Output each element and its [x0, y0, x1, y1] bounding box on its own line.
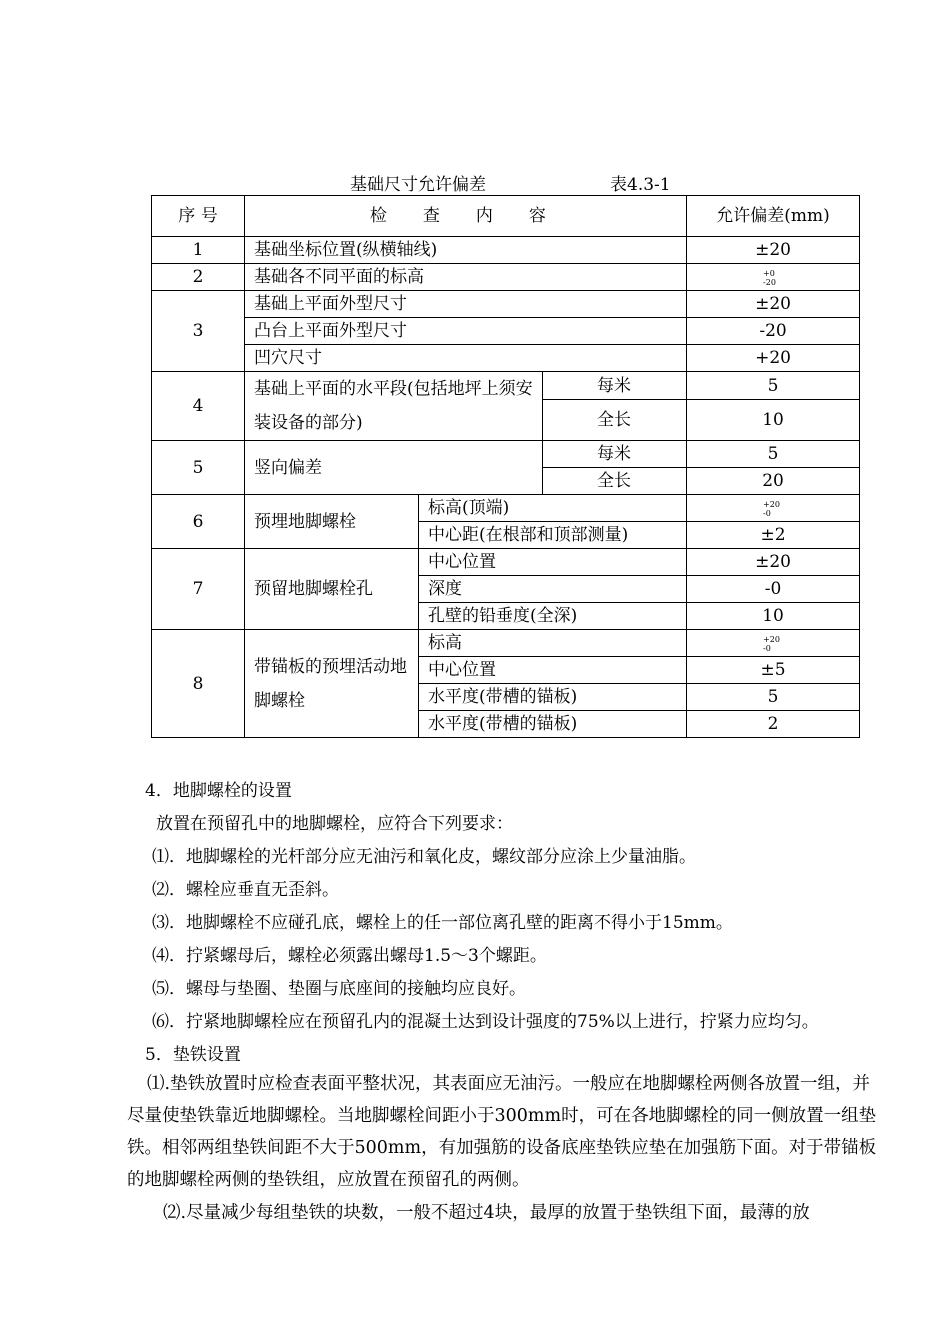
item-cell: 凸台上平面外型尺寸: [245, 318, 687, 345]
item-cell: 竖向偏差: [245, 441, 543, 495]
header-tolerance: 允许偏差(mm): [687, 196, 860, 237]
table-title: 基础尺寸允许偏差: [350, 175, 486, 195]
tolerance-cell: ±20: [687, 549, 860, 576]
tolerance-stack: [763, 267, 783, 289]
section-5-title: 5．垫铁设置: [145, 1045, 241, 1065]
seq-cell: 5: [152, 441, 245, 495]
table-number: 表4.3-1: [610, 175, 671, 195]
tolerance-cell: 5: [687, 372, 860, 400]
tolerance-stack: [763, 498, 783, 520]
section-4-item-5: ⑸．螺母与垫圈、垫圈与底座间的接触均应良好。: [152, 979, 526, 999]
item-cell: 基础坐标位置(纵横轴线): [245, 237, 687, 264]
tolerance-cell: ±20: [687, 237, 860, 264]
item-cell: 基础各不同平面的标高: [245, 264, 687, 291]
section-4-intro: 放置在预留孔中的地脚螺栓，应符合下列要求：: [156, 814, 513, 834]
tolerance-upper: +20: [763, 499, 780, 509]
tolerance-cell: -20: [687, 318, 860, 345]
header-seq: 序 号: [152, 196, 245, 237]
sub-item-cell: 全长: [543, 468, 687, 495]
item-cell: 基础上平面的水平段(包括地坪上须安装设备的部分): [245, 372, 543, 441]
sub-item-cell: 标高(顶端): [419, 495, 687, 522]
tolerance-lower: -0: [763, 643, 771, 653]
tolerance-cell: -0: [687, 576, 860, 603]
sub-item-cell: 每米: [543, 441, 687, 468]
tolerance-cell: [687, 495, 860, 522]
tolerance-stack: [763, 633, 783, 655]
seq-cell: 8: [152, 630, 245, 738]
section-4-item-2: ⑵．螺栓应垂直无歪斜。: [152, 880, 339, 900]
table-row: [152, 495, 860, 522]
tolerance-cell: 5: [687, 441, 860, 468]
tolerance-cell: 2: [687, 711, 860, 738]
section-5-item-2: ⑵.尽量减少每组垫铁的块数，一般不超过4块，最厚的放置于垫铁组下面，最薄的放: [163, 1203, 810, 1223]
table-row: [152, 441, 860, 468]
table-caption: [350, 170, 671, 195]
table-row: [152, 291, 860, 318]
table-header-row: [152, 196, 860, 237]
section-5-item-1: ⑴.垫铁放置时应检查表面平整状况，其表面应无油污。一般应在地脚螺栓两侧各放置一组，并尽量使垫铁靠近地脚螺栓。当地脚螺栓间距小于300mm时，可在各地脚螺栓的同一侧放置一组垫铁。相邻两组垫铁间距不大于500mm，有加强筋的设备底座垫铁应垫在加强筋下面。对于带锚板的地脚螺栓两侧的垫铁组，应放置在预留孔的两侧。: [127, 1074, 877, 1190]
tolerance-table: [151, 195, 860, 738]
tolerance-lower: -20: [763, 277, 776, 287]
tolerance-cell: [687, 264, 860, 291]
item-cell: 基础上平面外型尺寸: [245, 291, 687, 318]
sub-item-cell: 深度: [419, 576, 687, 603]
tolerance-upper: +20: [763, 634, 780, 644]
sub-item-cell: 中心位置: [419, 657, 687, 684]
seq-cell: 2: [152, 264, 245, 291]
sub-item-cell: 全长: [543, 400, 687, 441]
table-row: [152, 237, 860, 264]
table-row: [152, 318, 860, 345]
table-row: [152, 372, 860, 400]
section-4-item-6: ⑹．拧紧地脚螺栓应在预留孔内的混凝土达到设计强度的75%以上进行，拧紧力应均匀。: [152, 1012, 819, 1032]
sub-item-cell: 水平度(带槽的锚板): [419, 711, 687, 738]
item-cell: 预留地脚螺栓孔: [245, 549, 419, 630]
section-4-item-1: ⑴．地脚螺栓的光杆部分应无油污和氧化皮，螺纹部分应涂上少量油脂。: [152, 847, 696, 867]
tolerance-cell: ±20: [687, 291, 860, 318]
table-row: [152, 549, 860, 576]
tolerance-upper: +0: [763, 268, 775, 278]
tolerance-cell: [687, 630, 860, 657]
section-4-item-3: ⑶．地脚螺栓不应碰孔底，螺栓上的任一部位离孔壁的距离不得小于15mm。: [152, 913, 733, 933]
tolerance-cell: 20: [687, 468, 860, 495]
item-cell: 带锚板的预埋活动地脚螺栓: [245, 630, 419, 738]
sub-item-cell: 孔壁的铅垂度(全深): [419, 603, 687, 630]
sub-item-cell: 标高: [419, 630, 687, 657]
item-cell: 预埋地脚螺栓: [245, 495, 419, 549]
seq-cell: 6: [152, 495, 245, 549]
tolerance-cell: 10: [687, 603, 860, 630]
section-4-item-4: ⑷．拧紧螺母后，螺栓必须露出螺母1.5～3个螺距。: [152, 946, 547, 966]
tolerance-cell: ±2: [687, 522, 860, 549]
seq-cell: 3: [152, 291, 245, 372]
sub-item-cell: 中心距(在根部和顶部测量): [419, 522, 687, 549]
table-row: [152, 264, 860, 291]
seq-cell: 4: [152, 372, 245, 441]
sub-item-cell: 每米: [543, 372, 687, 400]
table-row: [152, 345, 860, 372]
item-cell: 凹穴尺寸: [245, 345, 687, 372]
tolerance-cell: ±5: [687, 657, 860, 684]
sub-item-cell: 中心位置: [419, 549, 687, 576]
header-content: 检 查 内 容: [245, 196, 687, 237]
tolerance-cell: 10: [687, 400, 860, 441]
section-4-title: 4．地脚螺栓的设置: [145, 781, 292, 801]
tolerance-cell: 5: [687, 684, 860, 711]
seq-cell: 7: [152, 549, 245, 630]
table-row: [152, 630, 860, 657]
tolerance-cell: +20: [687, 345, 860, 372]
sub-item-cell: 水平度(带槽的锚板): [419, 684, 687, 711]
seq-cell: 1: [152, 237, 245, 264]
tolerance-lower: -0: [763, 508, 771, 518]
